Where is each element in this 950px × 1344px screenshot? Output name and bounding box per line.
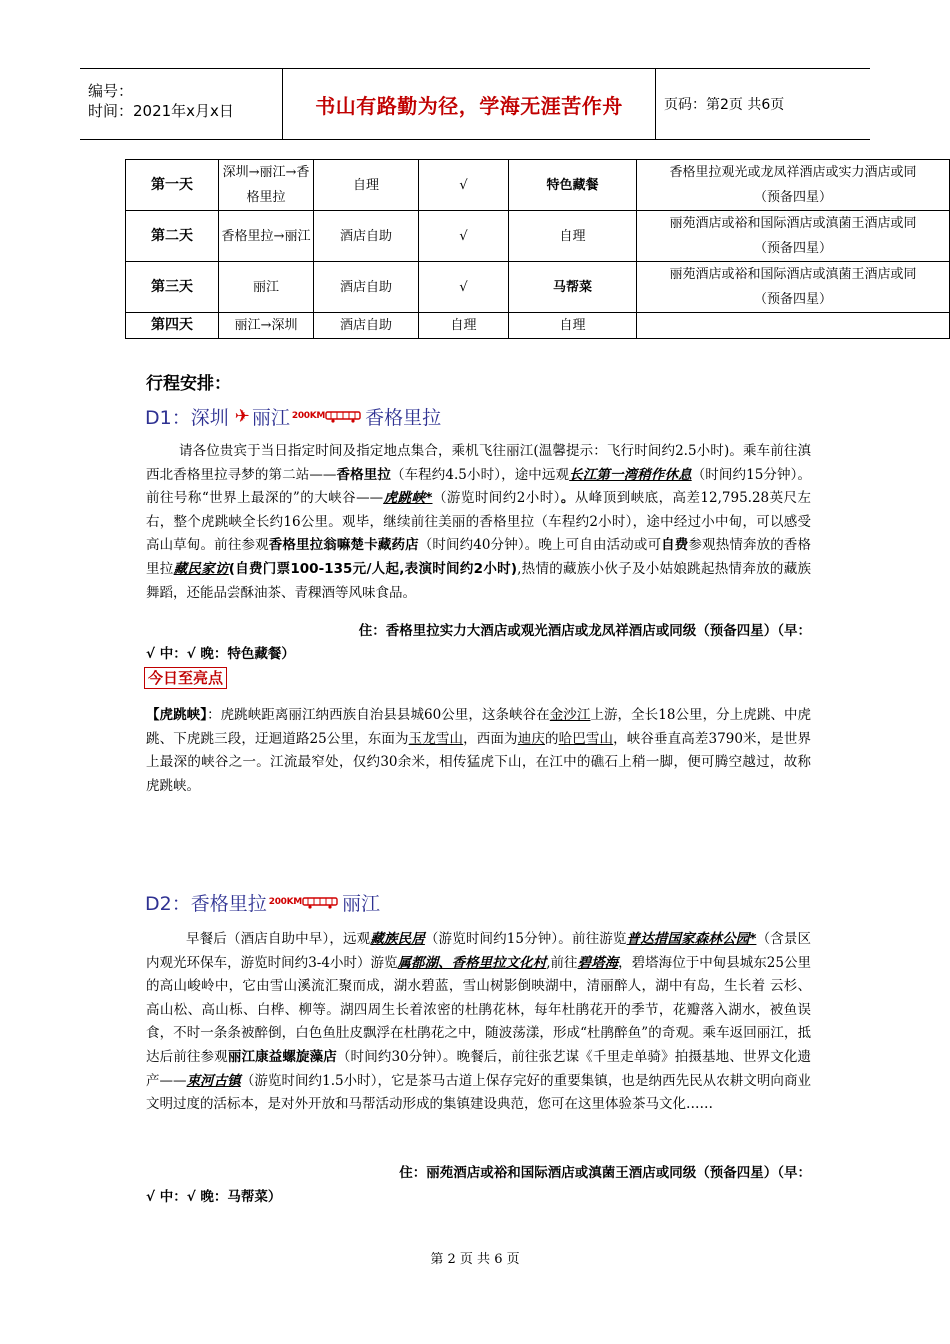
hotel-cell — [637, 262, 950, 313]
breakfast-cell: 酒店自助 — [314, 262, 419, 313]
lunch-cell: 自理 — [419, 313, 509, 339]
hotel-grade: （预备四星） — [753, 292, 832, 307]
d2-title — [145, 889, 380, 916]
text-run: （游览时间约2小时） — [432, 490, 561, 507]
d2-from: 香格里拉 — [190, 893, 267, 915]
text-run: （游览时间约1.5小时），它是茶马古道上保存完好的重要集镇，也是纳西先民从农耕文明向商业文明过度的活标本，是对外开放和马帮活动形成的集镇建设典范，您可在这里体验茶马文化…… — [146, 1072, 812, 1113]
hotel-name: 香格里拉观光或龙凤祥酒店或实力酒店或同 — [669, 165, 917, 180]
d1-from: 深圳 — [190, 407, 229, 429]
bus-icon — [292, 411, 363, 423]
attraction-name: 虎跳峡* — [383, 490, 433, 507]
time-label: 时间：2021年x月x日 — [88, 102, 234, 120]
text-run: 香格里拉 — [336, 466, 391, 483]
d2-km: 200KM — [268, 897, 302, 907]
d2-stay: 住：丽苑酒店或裕和国际酒店或滇菌王酒店或同级（预备四星）（早： — [399, 1165, 811, 1181]
schedule-table — [125, 159, 950, 339]
text-run: ，峡谷垂直高差3790米，是世界上最深的峡谷之一。江流最窄处，仅约30余米，相传猛虎下山，在江中的礁石上稍一脚，便可腾空越过，故称虎跳峡。 — [146, 730, 812, 794]
text-run: ，碧塔海位于中甸县城东25公里的高山峻岭中，它由雪山溪流汇聚而成，湖水碧蓝，雪山树影倒映湖中，清丽醉人，湖中有岛，生长着 云杉、高山松、高山栎、白桦、柳等。湖四周生长着浓密的杜鹃花林，每年杜鹃花开的季节，花瓣落入湖水，被鱼误食，不时一条条被醉倒，白色鱼肚皮飘浮在杜鹃花之中，随波荡漾，形成“杜鹃醉鱼”的奇观。乘车返回丽江，抵达后前往参观 — [146, 954, 812, 1065]
itinerary-title: 行程安排： — [146, 374, 231, 394]
dinner-cell: 马帮菜 — [509, 262, 637, 313]
text-run: 的 — [544, 730, 559, 747]
hotel-name: 丽苑酒店或裕和国际酒店或滇菌王酒店或同 — [669, 216, 917, 231]
dinner-cell: 自理 — [509, 313, 637, 339]
place-link[interactable]: 玉龙雪山 — [408, 730, 464, 747]
text-run: 参观热情奔放的香格里拉 — [146, 537, 812, 577]
text-run: ,热情的藏族小伙子及小姑娘跳起热情奔放的藏族舞蹈，还能品尝酥油茶、青稞酒等风味食品。 — [146, 560, 812, 601]
d2-prefix: D2： — [145, 893, 191, 915]
page-footer: 第 2 页 共 6 页 — [430, 1252, 520, 1267]
text-run: ，西面为 — [463, 730, 518, 747]
attraction-name: 长江第一湾稍作休息 — [569, 466, 692, 483]
text-run: 自费 — [661, 537, 689, 554]
bus-shape — [325, 411, 363, 423]
table-row — [126, 313, 950, 339]
dinner-cell: 自理 — [509, 211, 637, 262]
bus-shape — [302, 897, 340, 909]
text-run: 请各位贵宾于当日指定时间及指定地点集合，乘机飞往丽江(温馨提示：飞行时间约2.5小时)。乘车前往滇西北香格里拉寻梦的第二站—— — [146, 443, 811, 483]
route-cell: 深圳→丽江→香格里拉 — [219, 160, 314, 211]
table-row — [126, 160, 950, 211]
tiger-gorge-description — [146, 704, 811, 798]
hotel-cell — [637, 211, 950, 262]
attraction-name: 束河古镇 — [186, 1072, 241, 1089]
table-row — [126, 211, 950, 262]
dinner-cell: 特色藏餐 — [509, 160, 637, 211]
route-cell: 香格里拉→丽江 — [219, 211, 314, 262]
bus-icon — [269, 897, 340, 909]
table-row — [126, 262, 950, 313]
d1-title — [145, 403, 441, 430]
hotel-grade: （预备四星） — [753, 190, 832, 205]
text-run: （车程约4.5小时），途中远观 — [390, 466, 570, 483]
day-cell: 第四天 — [126, 313, 219, 339]
day-cell: 第三天 — [126, 262, 219, 313]
d2-description — [146, 928, 811, 1117]
text-run: （时间约15分钟）。前往号称“世界上最深的”的大峡谷—— — [146, 466, 812, 507]
number-label: 编号： — [88, 82, 134, 100]
text-run: 丽江康益螺旋藻店 — [227, 1048, 337, 1065]
place-link[interactable]: 哈巴雪山 — [558, 730, 614, 747]
d1-km: 200KM — [291, 411, 326, 421]
hotel-cell — [637, 160, 950, 211]
header-page-cell — [656, 69, 870, 139]
header-motto-cell — [283, 69, 656, 139]
header-meta — [80, 69, 283, 139]
attraction-name: 藏族民居 — [370, 931, 425, 947]
hotel-cell — [637, 313, 950, 339]
day-cell: 第一天 — [126, 160, 219, 211]
attraction-name: 属都湖、香格里拉文化村 — [397, 954, 547, 971]
attraction-name: 普达措国家森林公园* — [626, 931, 757, 947]
d1-stay: 住：香格里拉实力大酒店或观光酒店或龙凤祥酒店或同级（预备四星）（早： — [358, 623, 811, 639]
d2-to: 丽江 — [341, 893, 380, 915]
text-run: ,前往 — [546, 954, 578, 971]
text-run: ：虎跳峡距离丽江纳西族自治县县城60公里，这条峡谷在 — [207, 707, 550, 723]
hotel-name: 丽苑酒店或裕和国际酒店或滇菌王酒店或同 — [669, 267, 917, 282]
text-run: 从峰顶到峡底，高差12,795.28英尺左右，整个虎跳峡全长约16公里。观毕，继续前往美丽的香格里拉（车程约2小时），途中经过小中甸，可以感受高山草甸。前往参观 — [146, 490, 812, 554]
place-link[interactable]: 金沙江 — [549, 707, 591, 723]
text-run: 香格里拉翁嘛楚卡藏药店 — [268, 537, 419, 554]
hotel-grade: （预备四星） — [753, 241, 832, 256]
text-run: 【虎跳峡】 — [146, 707, 208, 723]
breakfast-cell: 自理 — [314, 160, 419, 211]
text-run: （游览时间约15分钟）。前往游览 — [424, 931, 627, 947]
day-cell: 第二天 — [126, 211, 219, 262]
motto: 书山有路勤为径，学海无涯苦作舟 — [315, 93, 623, 118]
d1-description — [146, 440, 811, 605]
d1-prefix: D1： — [145, 407, 191, 429]
lunch-cell: √ — [419, 211, 509, 262]
attraction-name: 碧塔海 — [577, 954, 619, 971]
d1-meals: √ 中：√ 晚：特色藏餐） — [146, 646, 295, 662]
breakfast-cell: 酒店自助 — [314, 313, 419, 339]
text-run: （时间约40分钟）。晚上可自由活动或可 — [418, 537, 662, 554]
place-link[interactable]: 迪庆 — [517, 730, 545, 747]
text-run: （含景区内观光环保车，游览时间约3-4小时）游览 — [146, 931, 812, 971]
d1-to: 香格里拉 — [365, 407, 442, 429]
highlight-tag: 今日至亮点 — [144, 667, 227, 689]
page-header — [80, 68, 870, 140]
lunch-cell: √ — [419, 160, 509, 211]
page-label: 页码：第2页 共6页 — [664, 97, 785, 113]
d1-mid: 丽江 — [251, 407, 290, 429]
route-cell: 丽江→深圳 — [219, 313, 314, 339]
route-cell: 丽江 — [219, 262, 314, 313]
text-run: (自费门票100-135元/人起,表演时间约2小时) — [228, 560, 518, 577]
lunch-cell: √ — [419, 262, 509, 313]
d2-meals: √ 中：√ 晚：马帮菜） — [146, 1189, 282, 1205]
attraction-name: 藏民家访 — [173, 560, 229, 577]
text-run: （时间约30分钟）。晚餐后，前往张艺谋《千里走单骑》拍摄基地、世界文化遗产—— — [146, 1048, 811, 1089]
breakfast-cell: 酒店自助 — [314, 211, 419, 262]
text-run: 。 — [560, 490, 575, 507]
airplane-icon: ✈ — [234, 406, 250, 427]
text-run: 上游，全长18公里，分上虎跳、中虎跳、下虎跳三段，迂迴道路25公里，东面为 — [146, 707, 812, 747]
text-run: 早餐后（酒店自助中早），远观 — [186, 931, 371, 947]
